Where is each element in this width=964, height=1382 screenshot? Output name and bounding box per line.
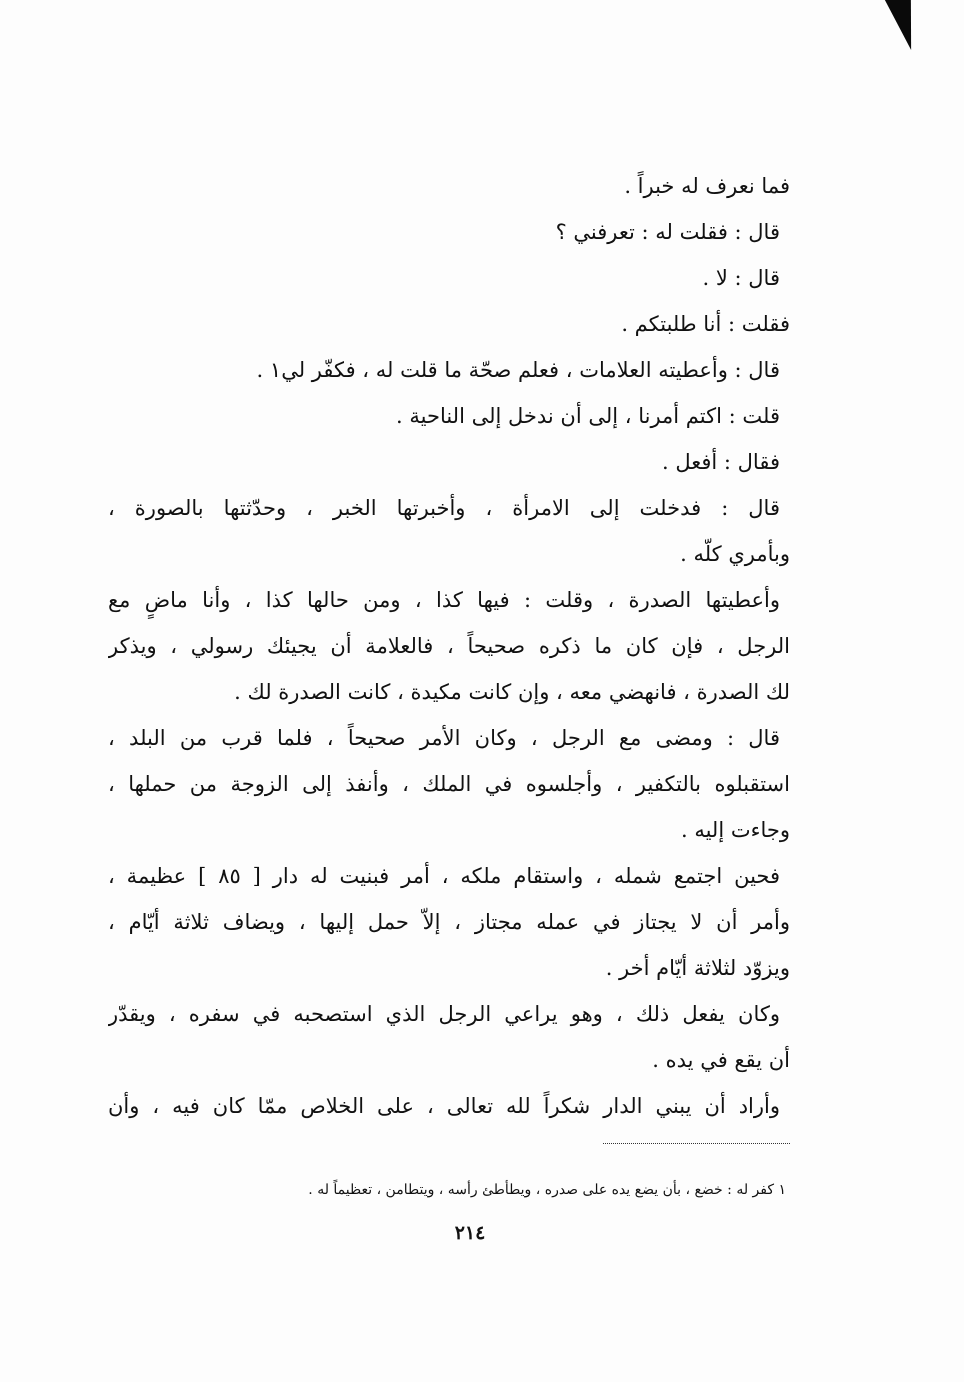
text-line: استقبلوه بالتكفير ، وأجلسوه في الملك ، وأنفذ إلى الزوجة من حملها ، [108, 772, 790, 796]
text-line: قلت : اكتم أمرنا ، إلى أن ندخل إلى الناحية . [396, 404, 780, 428]
text-line: فقلت : أنا طلبتكم . [621, 312, 790, 336]
footnote-divider [603, 1143, 790, 1144]
footnote: ١ كفر له : خضع ، بأن يضع يده على صدره ، ويطأطئ رأسه ، ويتطامن ، تعظيماً له . [308, 1182, 786, 1198]
text-line: وجاءت إليه . [680, 818, 790, 842]
text-line: قال : لا . [702, 266, 780, 290]
text-line: فقال : أفعل . [661, 450, 780, 474]
text-line: أن يقع في يده . [652, 1048, 790, 1072]
text-line: قال : ومضى مع الرجل ، وكان الأمر صحيحاً ، فلما قرب من البلد ، [108, 726, 780, 750]
text-line: قال : وأعطيته العلامات ، فعلم صحّة ما قلت له ، فكفّر لي١ . [256, 358, 780, 382]
body-text [108, 163, 790, 1129]
corner-thumb-mark [885, 0, 927, 50]
text-line: قال : فدخلت إلى الامرأة ، وأخبرتها الخبر ، وحدّثتها بالصورة ، [108, 496, 780, 520]
text-line: لك الصدرة ، فانهضي معه ، وإن كانت مكيدة ، كانت الصدرة لك . [234, 680, 790, 704]
text-line: وكان يفعل ذلك ، وهو يراعي الرجل الذي استصحبه في سفره ، ويقدّر [108, 1002, 780, 1026]
text-line: فحين اجتمع شمله ، واستقام ملكه ، أمر فبنيت له دار [ ٨٥ ] عظيمة ، [108, 864, 780, 888]
text-line: وأمر أن لا يجتاز في عمله مجتاز ، إلاّ حمل إليها ، ويضاف ثلاثة أيّام ، [108, 910, 790, 934]
text-line: ويزوّد لثلاثة أيّام أخر . [605, 956, 790, 980]
page-number: ٢١٤ [454, 1222, 486, 1244]
text-line: وبأمري كلّه . [680, 542, 790, 566]
text-line: فما نعرف له خبراً . [624, 174, 790, 198]
text-line: الرجل ، فإن كان ما ذكره صحيحاً ، فالعلامة أن يجيئك رسولي ، ويذكر [108, 634, 790, 658]
text-line: وأعطيتها الصدرة ، وقلت : فيها كذا ، ومن حالها كذا ، وأنا ماضٍ مع [108, 588, 780, 612]
text-line: وأراد أن يبني الدار شكراً لله تعالى ، على الخلاص ممّا كان فيه ، وأن [108, 1094, 780, 1118]
text-line: قال : فقلت له : تعرفني ؟ [555, 220, 780, 244]
